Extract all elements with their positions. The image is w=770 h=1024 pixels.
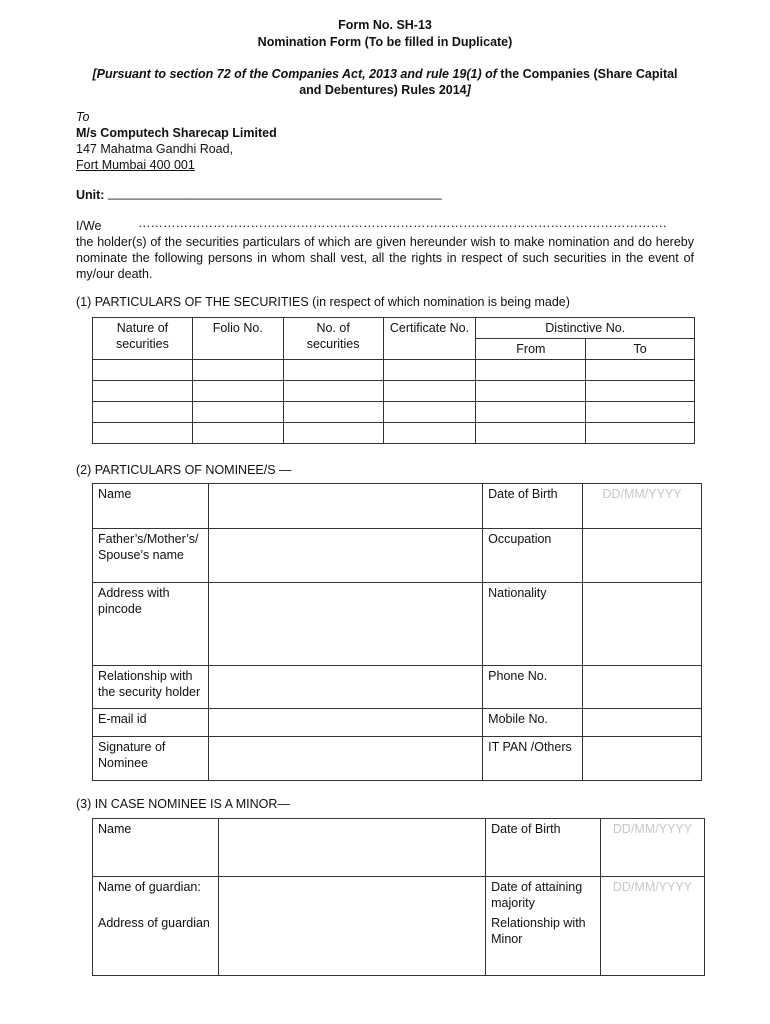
cell-input[interactable] xyxy=(476,423,586,444)
cell-input[interactable] xyxy=(283,402,383,423)
nominee-mobile-label: Mobile No. xyxy=(483,709,583,737)
address-line-2: Fort Mumbai 400 001 xyxy=(76,158,195,172)
cell-input[interactable] xyxy=(192,423,283,444)
nominee-signature-label: Signature of Nominee xyxy=(93,737,209,781)
cell-input[interactable] xyxy=(283,360,383,381)
minor-name-input[interactable] xyxy=(218,819,485,877)
nominee-email-label: E-mail id xyxy=(93,709,209,737)
cell-input[interactable] xyxy=(476,402,586,423)
minor-table xyxy=(92,818,705,976)
nominee-itpan-label: IT PAN /Others xyxy=(483,737,583,781)
cell-input[interactable] xyxy=(383,360,476,381)
col-folio: Folio No. xyxy=(192,318,283,360)
minor-guardian-address-input[interactable] xyxy=(218,913,485,975)
form-title: Nomination Form (To be filled in Duplicate) xyxy=(257,35,513,49)
dob-placeholder: DD/MM/YYYY xyxy=(602,487,682,501)
nominee-occupation-input[interactable] xyxy=(583,529,702,583)
cell-input[interactable] xyxy=(383,381,476,402)
nominee-signature-input[interactable] xyxy=(208,737,482,781)
col-certificate: Certificate No. xyxy=(383,318,476,360)
pursuant-rest: the Companies (Share Capital xyxy=(496,67,678,81)
nominee-nationality-input[interactable] xyxy=(583,583,702,666)
nominee-parent-label: Father’s/Mother’s/ Spouse’s name xyxy=(93,529,209,583)
cell-input[interactable] xyxy=(93,360,193,381)
minor-dob-label: Date of Birth xyxy=(486,819,601,877)
intro-text: the holder(s) of the securities particulars of which are given hereunder wish to make nomination and do hereby nominate the following persons in whom shall vest, all the rights in respect of such securities in the event of my/our death. xyxy=(76,235,694,281)
nominee-table xyxy=(92,483,702,781)
nominee-mobile-input[interactable] xyxy=(583,709,702,737)
securities-heading: (1) PARTICULARS OF THE SECURITIES (in respect of which nomination is being made) xyxy=(76,295,570,309)
col-to: To xyxy=(586,339,695,360)
nominee-nationality-label: Nationality xyxy=(483,583,583,666)
nominee-name-input[interactable] xyxy=(208,484,482,529)
cell-input[interactable] xyxy=(383,402,476,423)
table-row xyxy=(93,402,695,423)
pursuant-note xyxy=(0,66,770,98)
col-distinctive: Distinctive No. xyxy=(476,318,695,339)
nominee-parent-input[interactable] xyxy=(208,529,482,583)
nominee-dob-input[interactable] xyxy=(583,484,702,529)
pursuant-line2: and Debentures) Rules 2014 xyxy=(299,83,467,97)
address-to: To xyxy=(76,110,90,124)
nominee-name-label: Name xyxy=(93,484,209,529)
nominee-address-label: Address with pincode xyxy=(93,583,209,666)
minor-dob-input[interactable] xyxy=(601,819,705,877)
minor-guardian-name-input[interactable] xyxy=(218,877,485,914)
col-nature: Nature of securities xyxy=(93,318,193,360)
minor-heading: (3) IN CASE NOMINEE IS A MINOR— xyxy=(76,797,290,811)
minor-relationship-input[interactable] xyxy=(601,913,705,975)
cell-input[interactable] xyxy=(383,423,476,444)
minor-majority-label: Date of attaining majority xyxy=(486,877,601,914)
minor-guardian-address-label: Address of guardian xyxy=(93,913,219,975)
cell-input[interactable] xyxy=(93,402,193,423)
cell-input[interactable] xyxy=(93,381,193,402)
cell-input[interactable] xyxy=(586,402,695,423)
nominee-phone-label: Phone No. xyxy=(483,666,583,709)
table-row xyxy=(93,423,695,444)
holder-name-dots: ………………………………………………………………………………………………………………. xyxy=(138,216,667,230)
table-row xyxy=(93,381,695,402)
unit-field[interactable] xyxy=(108,186,488,204)
unit-label: Unit: xyxy=(76,188,105,202)
minor-name-label: Name xyxy=(93,819,219,877)
nominee-relationship-input[interactable] xyxy=(208,666,482,709)
holder-name-field[interactable] xyxy=(138,216,694,234)
cell-input[interactable] xyxy=(476,360,586,381)
cell-input[interactable] xyxy=(586,360,695,381)
cell-input[interactable] xyxy=(586,381,695,402)
nominee-relationship-label: Relationship with the security holder xyxy=(93,666,209,709)
col-count: No. of securities xyxy=(283,318,383,360)
cell-input[interactable] xyxy=(283,423,383,444)
pursuant-close: ] xyxy=(466,83,471,97)
cell-input[interactable] xyxy=(93,423,193,444)
cell-input[interactable] xyxy=(192,360,283,381)
company-name: M/s Computech Sharecap Limited xyxy=(76,126,277,140)
cell-input[interactable] xyxy=(476,381,586,402)
minor-majority-input[interactable] xyxy=(601,877,705,914)
nominee-phone-input[interactable] xyxy=(583,666,702,709)
iwe-label: I/We xyxy=(76,219,102,233)
securities-table xyxy=(92,317,695,444)
nominee-heading: (2) PARTICULARS OF NOMINEE/S — xyxy=(76,463,292,477)
col-from: From xyxy=(476,339,586,360)
nominee-itpan-input[interactable] xyxy=(583,737,702,781)
minor-relationship-label: Relationship with Minor xyxy=(486,913,601,975)
minor-dob-placeholder: DD/MM/YYYY xyxy=(612,822,693,836)
unit-blank-line: ________________________________________________ xyxy=(108,186,442,200)
minor-guardian-name-label: Name of guardian: xyxy=(93,877,219,914)
table-row xyxy=(93,360,695,381)
cell-input[interactable] xyxy=(192,381,283,402)
nominee-email-input[interactable] xyxy=(208,709,482,737)
cell-input[interactable] xyxy=(192,402,283,423)
nominee-address-input[interactable] xyxy=(208,583,482,666)
nominee-dob-label: Date of Birth xyxy=(483,484,583,529)
majority-placeholder: DD/MM/YYYY xyxy=(612,880,693,894)
pursuant-italic: [Pursuant to section 72 of the Companies Act, 2013 and rule 19(1) of xyxy=(92,67,497,81)
address-line-1: 147 Mahatma Gandhi Road, xyxy=(76,142,234,156)
nominee-occupation-label: Occupation xyxy=(483,529,583,583)
cell-input[interactable] xyxy=(586,423,695,444)
cell-input[interactable] xyxy=(283,381,383,402)
form-number: Form No. SH-13 xyxy=(338,18,432,32)
